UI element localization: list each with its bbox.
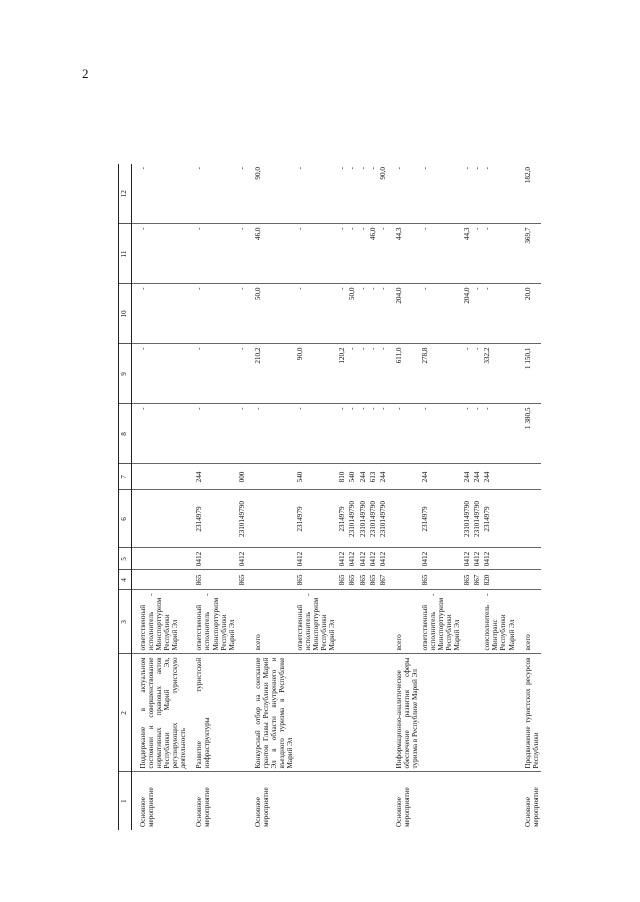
year-value-cell: - [237,224,247,284]
target-article-cell [517,490,541,548]
table-row [378,164,388,830]
year-value-cell: 120,2 [337,344,347,404]
year-value-cell: - [462,404,472,464]
grbs-code-cell: 865 [347,570,357,590]
target-article-cell [247,490,295,548]
expense-type-cell [132,464,189,490]
expense-type-cell: 244 [482,464,516,490]
section-code-cell: 0412 [368,548,378,570]
table-header-row [119,164,132,830]
year-value-cell: - [347,224,357,284]
table-row [295,164,337,830]
executor-cell [472,590,482,654]
executor-cell [337,590,347,654]
event-name-cell: Развитие туристской инфраструктуры [188,654,236,772]
grbs-code-cell: 865 [462,570,472,590]
year-value-cell: - [295,164,337,224]
expense-type-cell: 244 [472,464,482,490]
executor-cell [368,590,378,654]
year-value-cell: - [295,404,337,464]
event-type-cell [420,772,462,830]
year-value-cell: - [132,344,189,404]
section-code-cell: 0412 [358,548,368,570]
target-article-cell: 2310149790 [347,490,357,548]
year-value-cell: 204,0 [462,284,472,344]
event-name-cell [337,654,347,772]
budget-table [118,164,541,830]
year-value-cell: - [132,164,189,224]
section-code-cell: 0412 [337,548,347,570]
year-value-cell: 44,3 [388,224,420,284]
year-value-cell: 278,8 [420,344,462,404]
year-value-cell: - [237,284,247,344]
section-code-cell: 0412 [482,548,516,570]
executor-cell [358,590,368,654]
target-article-cell [132,490,189,548]
table-row [188,164,236,830]
expense-type-cell [388,464,420,490]
grbs-code-cell: 820 [482,570,516,590]
target-article-cell: 2314979 [295,490,337,548]
executor-cell: соисполнитель - Минтранс Республики Марий Эл [482,590,516,654]
section-code-cell: 0412 [295,548,337,570]
header-cell: 5 [119,548,132,570]
section-code-cell: 0412 [378,548,388,570]
year-value-cell: - [347,404,357,464]
header-cell: 8 [119,404,132,464]
expense-type-cell [247,464,295,490]
year-value-cell: 90,0 [247,164,295,224]
table-row [132,164,189,830]
expense-type-cell: 540 [295,464,337,490]
header-cell: 9 [119,344,132,404]
table-row [337,164,347,830]
table-row [472,164,482,830]
event-name-cell: Продвижение туристских ресурсов Республики [517,654,541,772]
year-value-cell: 90,0 [378,164,388,224]
event-type-cell [378,772,388,830]
event-name-cell [482,654,516,772]
event-name-cell: Информационно-аналитическое обеспечение развития сферы туризма в Республике Марий Эл [388,654,420,772]
section-code-cell [517,548,541,570]
year-value-cell: 46,0 [247,224,295,284]
event-type-cell [358,772,368,830]
event-type-cell: Основное мероприятие [195,787,212,827]
year-value-cell: - [482,164,516,224]
year-value-cell: - [378,344,388,404]
header-cell: 3 [119,590,132,654]
year-value-cell: 611,0 [388,344,420,404]
expense-type-cell: 000 [237,464,247,490]
year-value-cell: - [378,224,388,284]
table-row [420,164,462,830]
year-value-cell: - [347,164,357,224]
grbs-code-cell [132,570,189,590]
page-number: 2 [82,66,89,81]
year-value-cell: - [358,224,368,284]
expense-type-cell: 244 [188,464,236,490]
year-value-cell: - [337,164,347,224]
event-type-cell [337,772,347,830]
grbs-code-cell: 867 [472,570,482,590]
executor-cell [347,590,357,654]
target-article-cell: 2314979 [188,490,236,548]
year-value-cell: - [472,404,482,464]
expense-type-cell: 810 [337,464,347,490]
event-name-cell [347,654,357,772]
year-value-cell: - [358,344,368,404]
executor-cell [378,590,388,654]
year-value-cell: - [368,404,378,464]
year-value-cell: - [462,164,472,224]
table-row [247,164,295,830]
table-row [237,164,247,830]
target-article-cell: 2310149790 [358,490,368,548]
year-value-cell: - [188,224,236,284]
year-value-cell: - [295,224,337,284]
table-row [482,164,516,830]
section-code-cell: 0412 [237,548,247,570]
event-type-cell [347,772,357,830]
year-value-cell: - [472,224,482,284]
section-code-cell: 0412 [347,548,357,570]
year-value-cell: - [337,284,347,344]
expense-type-cell: 540 [347,464,357,490]
section-code-cell: 0412 [420,548,462,570]
expense-type-cell: 244 [358,464,368,490]
executor-cell: ответственный исполнитель - Минспорттуризм Республики Марий Эл [420,590,462,654]
year-value-cell: - [347,344,357,404]
year-value-cell: 1 380,5 [517,404,541,464]
event-name-cell [368,654,378,772]
event-type-cell: Основное мероприятие [523,787,540,827]
section-code-cell [132,548,189,570]
executor-cell: всего [247,590,295,654]
year-value-cell: - [472,164,482,224]
target-article-cell: 2310149790 [237,490,247,548]
year-value-cell: 210,2 [247,344,295,404]
year-value-cell: - [188,284,236,344]
grbs-code-cell: 865 [420,570,462,590]
year-value-cell: - [462,344,472,404]
event-name-cell: Поддержание в актуальном состоянии и совершенствование нормативных правовых актов Республики Марий Эл, регулирующих туристскую деятельность [132,654,189,772]
year-value-cell: - [132,404,189,464]
year-value-cell: - [337,404,347,464]
event-name-cell [237,654,247,772]
year-value-cell: - [420,404,462,464]
header-cell: 4 [119,570,132,590]
event-name-cell [462,654,472,772]
executor-cell: ответственный исполнитель - Минспорттуризм Республики Марий Эл [132,590,189,654]
year-value-cell: 1 150,1 [517,344,541,404]
target-article-cell: 2314979 [482,490,516,548]
event-type-cell [237,772,247,830]
grbs-code-cell: 865 [295,570,337,590]
year-value-cell: - [337,224,347,284]
grbs-code-cell: 865 [368,570,378,590]
grbs-code-cell [388,570,420,590]
event-name-cell: Конкурсный отбор на соискание грантов Главы Республики Марий Эл в области внутреннего и въездного туризма в Республике Марий Эл [247,654,295,772]
year-value-cell: - [237,344,247,404]
year-value-cell: - [482,284,516,344]
year-value-cell: - [368,284,378,344]
year-value-cell: - [237,404,247,464]
year-value-cell: 90,0 [295,344,337,404]
expense-type-cell [517,464,541,490]
year-value-cell: - [358,404,368,464]
grbs-code-cell: 867 [378,570,388,590]
year-value-cell: - [188,164,236,224]
event-type-cell [295,772,337,830]
event-name-cell [472,654,482,772]
event-type-cell [368,772,378,830]
grbs-code-cell: 865 [337,570,347,590]
year-value-cell: 369,7 [517,224,541,284]
year-value-cell: 182,0 [517,164,541,224]
executor-cell [462,590,472,654]
year-value-cell: - [388,404,420,464]
event-name-cell [358,654,368,772]
expense-type-cell: 613 [368,464,378,490]
grbs-code-cell [247,570,295,590]
event-type-cell: Основное мероприятие [139,787,156,827]
table-row [388,164,420,830]
year-value-cell: - [188,404,236,464]
target-article-cell: 2314979 [420,490,462,548]
grbs-code-cell: 865 [188,570,236,590]
event-type-cell [482,772,516,830]
grbs-code-cell: 865 [358,570,368,590]
target-article-cell: 2310149790 [378,490,388,548]
grbs-code-cell: 865 [237,570,247,590]
target-article-cell [388,490,420,548]
year-value-cell: - [482,224,516,284]
header-cell: 2 [119,654,132,772]
expense-type-cell: 244 [378,464,388,490]
executor-cell: ответственный исполнитель - Минспорттуризм Республики Марий Эл [188,590,236,654]
target-article-cell: 2310149790 [368,490,378,548]
year-value-cell: - [237,164,247,224]
year-value-cell: - [368,164,378,224]
expense-type-cell: 244 [420,464,462,490]
table-row [347,164,357,830]
year-value-cell: - [378,404,388,464]
event-type-cell: Основное мероприятие [394,787,411,827]
expense-type-cell: 244 [462,464,472,490]
year-value-cell: 204,0 [388,284,420,344]
target-article-cell: 2310149790 [462,490,472,548]
header-cell: 11 [119,224,132,284]
year-value-cell: 44,3 [462,224,472,284]
table-row [368,164,378,830]
year-value-cell: 46,0 [368,224,378,284]
year-value-cell: - [420,284,462,344]
year-value-cell: - [472,344,482,404]
table-row [517,164,541,830]
year-value-cell: - [368,344,378,404]
section-code-cell: 0412 [472,548,482,570]
section-code-cell [247,548,295,570]
year-value-cell: - [295,284,337,344]
year-value-cell: - [388,164,420,224]
target-article-cell: 2310149790 [472,490,482,548]
table-row [358,164,368,830]
table-body [132,164,541,830]
header-cell: 6 [119,490,132,548]
year-value-cell: - [482,404,516,464]
event-type-cell [472,772,482,830]
year-value-cell: - [358,164,368,224]
section-code-cell: 0412 [462,548,472,570]
year-value-cell: - [358,284,368,344]
target-article-cell: 2314979 [337,490,347,548]
year-value-cell: - [247,404,295,464]
year-value-cell: - [420,164,462,224]
grbs-code-cell [517,570,541,590]
executor-cell: всего [517,590,541,654]
executor-cell: ответственный исполнитель - Минспорттуризм Республики Марий Эл [295,590,337,654]
event-name-cell [420,654,462,772]
event-name-cell [295,654,337,772]
header-cell: 12 [119,164,132,224]
header-cell: 1 [119,772,132,830]
year-value-cell: - [472,284,482,344]
year-value-cell: - [420,224,462,284]
executor-cell: всего [388,590,420,654]
section-code-cell: 0412 [188,548,236,570]
table-row [462,164,472,830]
year-value-cell: - [132,224,189,284]
year-value-cell: - [378,284,388,344]
section-code-cell [388,548,420,570]
event-name-cell [378,654,388,772]
year-value-cell: 20,0 [517,284,541,344]
year-value-cell: - [188,344,236,404]
header-cell: 10 [119,284,132,344]
header-cell: 7 [119,464,132,490]
year-value-cell: - [132,284,189,344]
event-type-cell [462,772,472,830]
event-type-cell: Основное мероприятие [253,787,270,827]
executor-cell [237,590,247,654]
year-value-cell: 332,2 [482,344,516,404]
year-value-cell: 50,0 [347,284,357,344]
year-value-cell: 50,0 [247,284,295,344]
